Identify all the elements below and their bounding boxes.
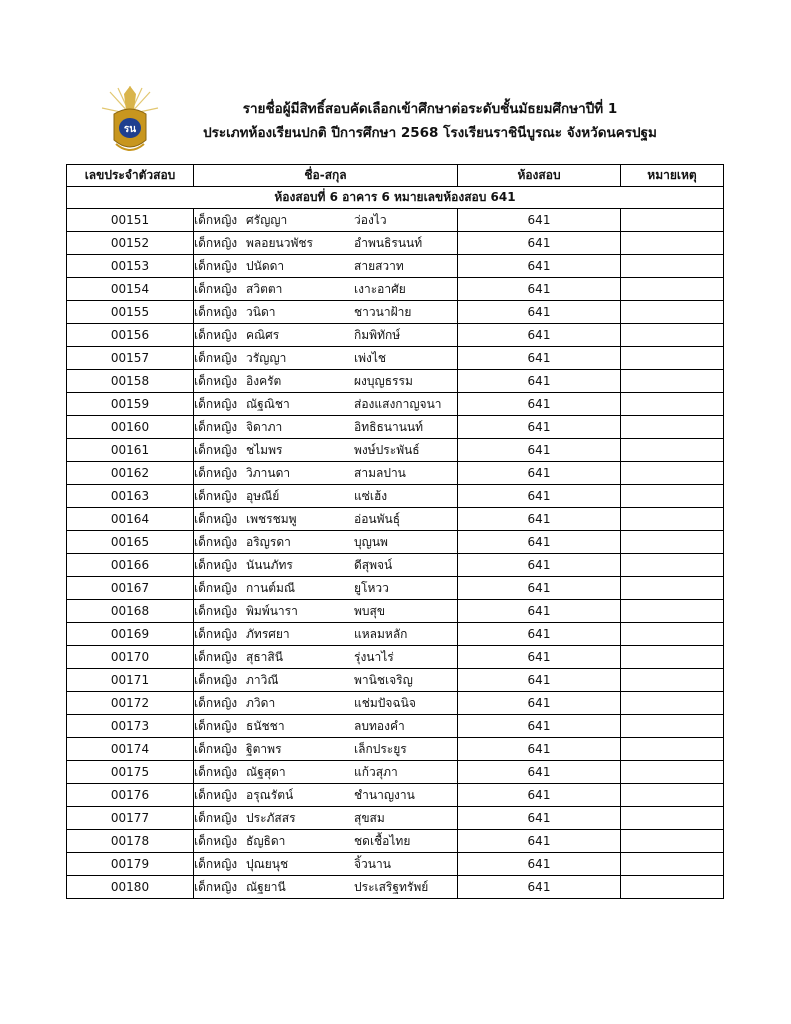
table-row bbox=[67, 209, 724, 232]
first-name: อุษณีย์ bbox=[246, 489, 280, 503]
name-cell bbox=[194, 485, 458, 508]
room-cell: 641 bbox=[458, 439, 621, 462]
last-name: อำพนธิรนนท์ bbox=[354, 236, 423, 250]
column-header-name: ชื่อ-สกุล bbox=[194, 165, 458, 187]
first-name: สุธาสินี bbox=[246, 650, 283, 664]
note-cell bbox=[621, 738, 724, 761]
name-prefix: เด็กหญิง bbox=[194, 305, 238, 319]
first-name: วรัญญา bbox=[246, 351, 287, 365]
last-name: อ่อนพันธุ์ bbox=[354, 512, 401, 526]
table-header-row bbox=[67, 165, 724, 187]
table-row bbox=[67, 416, 724, 439]
exam-id-cell: 00174 bbox=[67, 738, 194, 761]
first-name: ฐิตาพร bbox=[246, 742, 282, 756]
last-name: เล็กประยูร bbox=[354, 742, 407, 756]
room-cell: 641 bbox=[458, 347, 621, 370]
name-cell bbox=[194, 623, 458, 646]
name-cell bbox=[194, 508, 458, 531]
name-prefix: เด็กหญิง bbox=[194, 673, 238, 687]
name-prefix: เด็กหญิง bbox=[194, 857, 238, 871]
last-name: ชำนาญงาน bbox=[354, 788, 415, 802]
exam-id-cell: 00177 bbox=[67, 807, 194, 830]
table-row bbox=[67, 807, 724, 830]
exam-id-cell: 00175 bbox=[67, 761, 194, 784]
document-title bbox=[170, 97, 690, 145]
room-cell: 641 bbox=[458, 232, 621, 255]
name-prefix: เด็กหญิง bbox=[194, 650, 238, 664]
name-cell bbox=[194, 554, 458, 577]
exam-id-cell: 00179 bbox=[67, 853, 194, 876]
room-cell: 641 bbox=[458, 209, 621, 232]
table-row bbox=[67, 485, 724, 508]
note-cell bbox=[621, 531, 724, 554]
exam-id-cell: 00154 bbox=[67, 278, 194, 301]
column-header-note: หมายเหตุ bbox=[621, 165, 724, 187]
name-cell bbox=[194, 232, 458, 255]
first-name: ศรัญญา bbox=[246, 213, 288, 227]
svg-text:รน: รน bbox=[123, 124, 137, 135]
first-name: ชไมพร bbox=[246, 443, 283, 457]
column-header-id: เลขประจำตัวสอบ bbox=[67, 165, 194, 187]
table-row bbox=[67, 531, 724, 554]
note-cell bbox=[621, 393, 724, 416]
first-name: พลอยนวพัชร bbox=[246, 236, 313, 250]
note-cell bbox=[621, 577, 724, 600]
title-line-2: ประเภทห้องเรียนปกติ ปีการศึกษา 2568 โรงเรียนราชินีบูรณะ จังหวัดนครปฐม bbox=[203, 125, 657, 141]
note-cell bbox=[621, 669, 724, 692]
table-row bbox=[67, 324, 724, 347]
last-name: จิ้วนาน bbox=[354, 857, 391, 871]
exam-id-cell: 00169 bbox=[67, 623, 194, 646]
name-prefix: เด็กหญิง bbox=[194, 351, 238, 365]
name-prefix: เด็กหญิง bbox=[194, 535, 238, 549]
room-cell: 641 bbox=[458, 807, 621, 830]
table-row bbox=[67, 784, 724, 807]
last-name: ยูโหวว bbox=[354, 581, 389, 595]
name-cell bbox=[194, 830, 458, 853]
exam-id-cell: 00176 bbox=[67, 784, 194, 807]
note-cell bbox=[621, 370, 724, 393]
first-name: จิดาภา bbox=[246, 420, 283, 434]
first-name: อรุณรัตน์ bbox=[246, 788, 294, 802]
note-cell bbox=[621, 876, 724, 899]
last-name: พบสุข bbox=[354, 604, 386, 618]
name-cell bbox=[194, 738, 458, 761]
first-name: คณิศร bbox=[246, 328, 280, 342]
note-cell bbox=[621, 301, 724, 324]
last-name: บุญนพ bbox=[354, 535, 388, 549]
last-name: แหลมหลัก bbox=[354, 627, 408, 641]
exam-id-cell: 00153 bbox=[67, 255, 194, 278]
table-row bbox=[67, 554, 724, 577]
name-cell bbox=[194, 784, 458, 807]
table-row bbox=[67, 669, 724, 692]
table-row bbox=[67, 738, 724, 761]
name-prefix: เด็กหญิง bbox=[194, 627, 238, 641]
first-name: ภัทรศยา bbox=[246, 627, 290, 641]
name-prefix: เด็กหญิง bbox=[194, 328, 238, 342]
candidate-table bbox=[66, 164, 724, 899]
exam-id-cell: 00173 bbox=[67, 715, 194, 738]
note-cell bbox=[621, 209, 724, 232]
last-name: ชาวนาฝ้าย bbox=[354, 305, 412, 319]
name-prefix: เด็กหญิง bbox=[194, 719, 238, 733]
table-row bbox=[67, 692, 724, 715]
note-cell bbox=[621, 784, 724, 807]
note-cell bbox=[621, 439, 724, 462]
name-cell bbox=[194, 439, 458, 462]
exam-id-cell: 00157 bbox=[67, 347, 194, 370]
last-name: ชดเชื้อไทย bbox=[354, 834, 411, 848]
name-prefix: เด็กหญิง bbox=[194, 512, 238, 526]
room-cell: 641 bbox=[458, 715, 621, 738]
note-cell bbox=[621, 416, 724, 439]
name-cell bbox=[194, 255, 458, 278]
room-cell: 641 bbox=[458, 853, 621, 876]
name-cell bbox=[194, 462, 458, 485]
school-emblem-icon bbox=[100, 84, 160, 156]
last-name: แช่มปัจฉนิจ bbox=[354, 696, 416, 710]
first-name: ณัฐณิชา bbox=[246, 397, 290, 411]
note-cell bbox=[621, 255, 724, 278]
exam-id-cell: 00152 bbox=[67, 232, 194, 255]
room-cell: 641 bbox=[458, 830, 621, 853]
name-cell bbox=[194, 324, 458, 347]
note-cell bbox=[621, 347, 724, 370]
first-name: ณัฐสุดา bbox=[246, 765, 286, 779]
room-cell: 641 bbox=[458, 531, 621, 554]
first-name: ธนัชชา bbox=[246, 719, 285, 733]
exam-id-cell: 00159 bbox=[67, 393, 194, 416]
first-name: ธัญธิดา bbox=[246, 834, 286, 848]
exam-id-cell: 00160 bbox=[67, 416, 194, 439]
first-name: ประภัสสร bbox=[246, 811, 296, 825]
name-cell bbox=[194, 577, 458, 600]
first-name: นันนภัทร bbox=[246, 558, 293, 572]
name-prefix: เด็กหญิง bbox=[194, 213, 238, 227]
name-cell bbox=[194, 715, 458, 738]
first-name: วนิดา bbox=[246, 305, 276, 319]
note-cell bbox=[621, 462, 724, 485]
column-header-room: ห้องสอบ bbox=[458, 165, 621, 187]
room-cell: 641 bbox=[458, 600, 621, 623]
name-cell bbox=[194, 347, 458, 370]
exam-id-cell: 00161 bbox=[67, 439, 194, 462]
room-cell: 641 bbox=[458, 370, 621, 393]
first-name: พิมพ์นารา bbox=[246, 604, 298, 618]
room-cell: 641 bbox=[458, 324, 621, 347]
exam-id-cell: 00156 bbox=[67, 324, 194, 347]
name-prefix: เด็กหญิง bbox=[194, 259, 238, 273]
table-row bbox=[67, 761, 724, 784]
exam-id-cell: 00155 bbox=[67, 301, 194, 324]
exam-id-cell: 00180 bbox=[67, 876, 194, 899]
table-row bbox=[67, 393, 724, 416]
table-row bbox=[67, 830, 724, 853]
room-cell: 641 bbox=[458, 554, 621, 577]
table-row bbox=[67, 876, 724, 899]
first-name: อริญรดา bbox=[246, 535, 291, 549]
room-cell: 641 bbox=[458, 669, 621, 692]
name-cell bbox=[194, 761, 458, 784]
name-cell bbox=[194, 393, 458, 416]
section-row bbox=[67, 187, 724, 209]
room-cell: 641 bbox=[458, 761, 621, 784]
note-cell bbox=[621, 853, 724, 876]
exam-id-cell: 00167 bbox=[67, 577, 194, 600]
room-cell: 641 bbox=[458, 462, 621, 485]
name-cell bbox=[194, 531, 458, 554]
name-cell bbox=[194, 301, 458, 324]
first-name: อิงครัต bbox=[246, 374, 282, 388]
name-prefix: เด็กหญิง bbox=[194, 374, 238, 388]
name-prefix: เด็กหญิง bbox=[194, 282, 238, 296]
name-prefix: เด็กหญิง bbox=[194, 604, 238, 618]
last-name: พงษ์ประพันธ์ bbox=[354, 443, 420, 457]
table-row bbox=[67, 347, 724, 370]
table-row bbox=[67, 439, 724, 462]
name-prefix: เด็กหญิง bbox=[194, 581, 238, 595]
name-prefix: เด็กหญิง bbox=[194, 765, 238, 779]
exam-id-cell: 00172 bbox=[67, 692, 194, 715]
last-name: ส่องแสงกาญจนา bbox=[354, 397, 442, 411]
note-cell bbox=[621, 830, 724, 853]
note-cell bbox=[621, 485, 724, 508]
last-name: ลบทองคำ bbox=[354, 719, 405, 733]
table-row bbox=[67, 278, 724, 301]
section-label: ห้องสอบที่ 6 อาคาร 6 หมายเลขห้องสอบ 641 bbox=[67, 187, 724, 209]
note-cell bbox=[621, 554, 724, 577]
exam-id-cell: 00166 bbox=[67, 554, 194, 577]
name-cell bbox=[194, 646, 458, 669]
name-prefix: เด็กหญิง bbox=[194, 880, 238, 894]
first-name: กานต์มณี bbox=[246, 581, 296, 595]
table-row bbox=[67, 853, 724, 876]
name-cell bbox=[194, 600, 458, 623]
room-cell: 641 bbox=[458, 784, 621, 807]
exam-id-cell: 00158 bbox=[67, 370, 194, 393]
name-prefix: เด็กหญิง bbox=[194, 696, 238, 710]
room-cell: 641 bbox=[458, 255, 621, 278]
last-name: แซ่เฮ้ง bbox=[354, 489, 388, 503]
exam-id-cell: 00163 bbox=[67, 485, 194, 508]
first-name: ภวิดา bbox=[246, 696, 276, 710]
room-cell: 641 bbox=[458, 623, 621, 646]
room-cell: 641 bbox=[458, 416, 621, 439]
last-name: กิมพิทักษ์ bbox=[354, 328, 401, 342]
note-cell bbox=[621, 807, 724, 830]
name-prefix: เด็กหญิง bbox=[194, 489, 238, 503]
note-cell bbox=[621, 508, 724, 531]
table-row bbox=[67, 715, 724, 738]
note-cell bbox=[621, 278, 724, 301]
first-name: ปนัดดา bbox=[246, 259, 285, 273]
table-row bbox=[67, 370, 724, 393]
name-prefix: เด็กหญิง bbox=[194, 466, 238, 480]
first-name: ปุณยนุช bbox=[246, 857, 289, 871]
first-name: เพชรชมพู bbox=[246, 512, 297, 526]
last-name: ประเสริฐทรัพย์ bbox=[354, 880, 429, 894]
note-cell bbox=[621, 692, 724, 715]
room-cell: 641 bbox=[458, 577, 621, 600]
room-cell: 641 bbox=[458, 692, 621, 715]
name-cell bbox=[194, 278, 458, 301]
note-cell bbox=[621, 715, 724, 738]
last-name: รุ่งนาไร่ bbox=[354, 650, 394, 664]
name-prefix: เด็กหญิง bbox=[194, 834, 238, 848]
last-name: อิทธิธนานนท์ bbox=[354, 420, 424, 434]
exam-id-cell: 00170 bbox=[67, 646, 194, 669]
table-row bbox=[67, 301, 724, 324]
name-prefix: เด็กหญิง bbox=[194, 811, 238, 825]
name-cell bbox=[194, 876, 458, 899]
title-line-1: รายชื่อผู้มีสิทธิ์สอบคัดเลือกเข้าศึกษาต่อระดับชั้นมัธยมศึกษาปีที่ 1 bbox=[242, 101, 618, 117]
room-cell: 641 bbox=[458, 485, 621, 508]
name-prefix: เด็กหญิง bbox=[194, 788, 238, 802]
name-cell bbox=[194, 853, 458, 876]
last-name: ว่องไว bbox=[354, 213, 387, 227]
name-prefix: เด็กหญิง bbox=[194, 236, 238, 250]
room-cell: 641 bbox=[458, 646, 621, 669]
table-row bbox=[67, 577, 724, 600]
exam-id-cell: 00165 bbox=[67, 531, 194, 554]
name-cell bbox=[194, 209, 458, 232]
name-prefix: เด็กหญิง bbox=[194, 443, 238, 457]
table-row bbox=[67, 255, 724, 278]
room-cell: 641 bbox=[458, 508, 621, 531]
name-cell bbox=[194, 692, 458, 715]
name-prefix: เด็กหญิง bbox=[194, 558, 238, 572]
exam-id-cell: 00151 bbox=[67, 209, 194, 232]
name-cell bbox=[194, 370, 458, 393]
first-name: ภาวิณี bbox=[246, 673, 279, 687]
note-cell bbox=[621, 600, 724, 623]
note-cell bbox=[621, 623, 724, 646]
note-cell bbox=[621, 761, 724, 784]
last-name: พานิชเจริญ bbox=[354, 673, 413, 687]
note-cell bbox=[621, 324, 724, 347]
name-cell bbox=[194, 807, 458, 830]
name-cell bbox=[194, 416, 458, 439]
last-name: ดีสุพจน์ bbox=[354, 558, 393, 572]
table-row bbox=[67, 462, 724, 485]
table-row bbox=[67, 646, 724, 669]
exam-id-cell: 00164 bbox=[67, 508, 194, 531]
name-prefix: เด็กหญิง bbox=[194, 742, 238, 756]
last-name: แก้วสุภา bbox=[354, 765, 398, 779]
room-cell: 641 bbox=[458, 301, 621, 324]
first-name: สวิตตา bbox=[246, 282, 283, 296]
exam-id-cell: 00171 bbox=[67, 669, 194, 692]
last-name: สายสวาท bbox=[354, 259, 404, 273]
exam-id-cell: 00162 bbox=[67, 462, 194, 485]
last-name: ผงบุญธรรม bbox=[354, 374, 413, 388]
name-prefix: เด็กหญิง bbox=[194, 397, 238, 411]
room-cell: 641 bbox=[458, 393, 621, 416]
room-cell: 641 bbox=[458, 738, 621, 761]
note-cell bbox=[621, 646, 724, 669]
first-name: วิภานดา bbox=[246, 466, 291, 480]
last-name: เพ่งไช bbox=[354, 351, 387, 365]
exam-id-cell: 00168 bbox=[67, 600, 194, 623]
name-cell bbox=[194, 669, 458, 692]
table-row bbox=[67, 623, 724, 646]
note-cell bbox=[621, 232, 724, 255]
table-row bbox=[67, 508, 724, 531]
table-row bbox=[67, 600, 724, 623]
room-cell: 641 bbox=[458, 278, 621, 301]
name-prefix: เด็กหญิง bbox=[194, 420, 238, 434]
table-row bbox=[67, 232, 724, 255]
last-name: สามลปาน bbox=[354, 466, 406, 480]
exam-id-cell: 00178 bbox=[67, 830, 194, 853]
last-name: สุขสม bbox=[354, 811, 385, 825]
first-name: ณัฐยานี bbox=[246, 880, 286, 894]
last-name: เงาะอาศัย bbox=[354, 282, 406, 296]
room-cell: 641 bbox=[458, 876, 621, 899]
